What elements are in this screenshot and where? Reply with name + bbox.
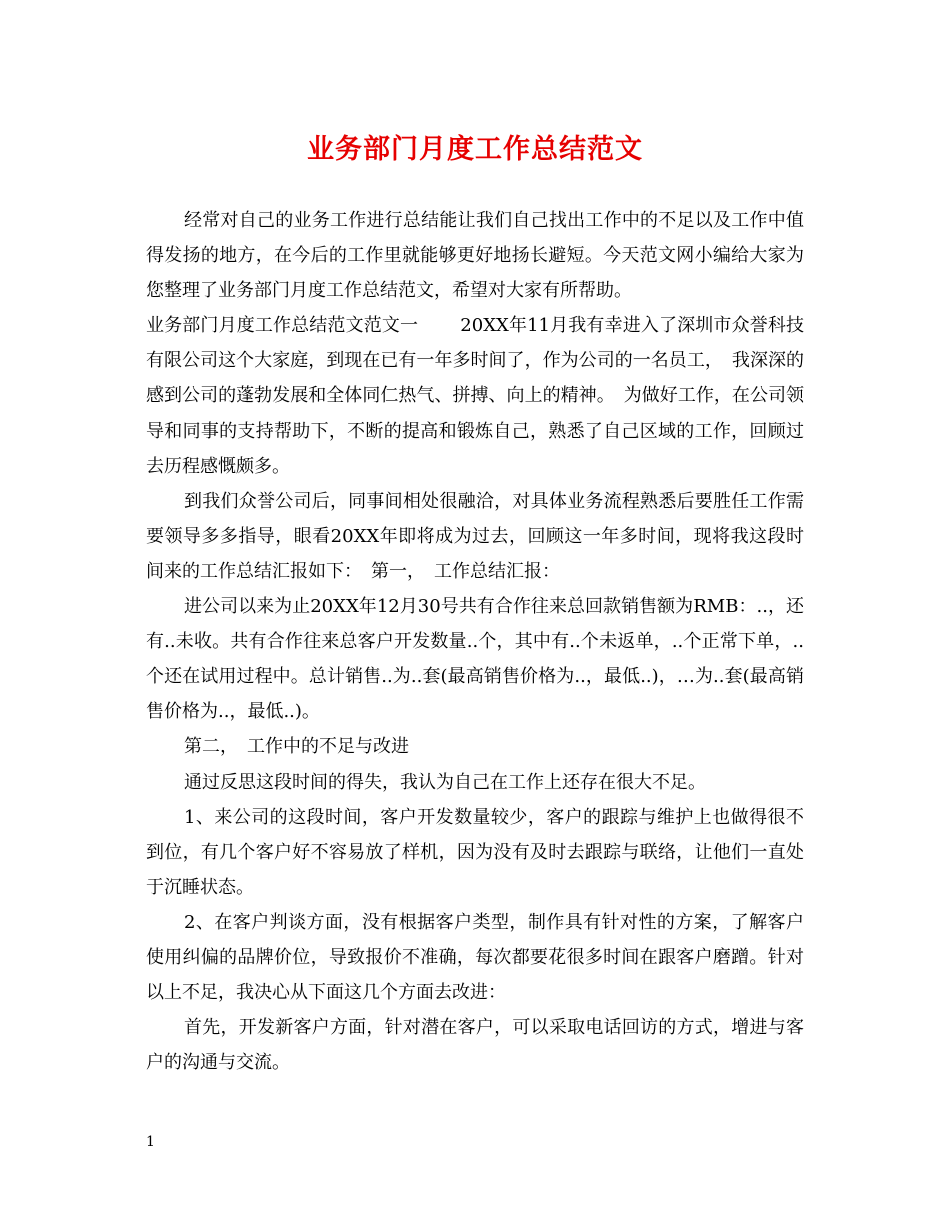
- page-number: 1: [146, 1134, 155, 1150]
- document-title: 业务部门月度工作总结范文: [307, 134, 643, 165]
- paragraph-sales-figures: 进公司以来为止20XX年12月30号共有合作往来总回款销售额为RMB：..，还有..未收。共有合作往来总客户开发数量..个，其中有..个未返单，..个正常下单，..个还在试用过程中。总计销售..为..套(最高销售价格为..，最低..)，…为..套(最高销售价格为..，最低..)。: [146, 596, 804, 723]
- paragraph-improvement-first: 首先，开发新客户方面，针对潜在客户，可以采取电话回访的方式，增进与客户的沟通与交流。: [146, 1017, 804, 1074]
- paragraph-shortcoming-two: 2、在客户判谈方面，没有根据客户类型，制作具有针对性的方案，了解客户使用纠偏的品牌价位，导致报价不准确，每次都要花很多时间在跟客户磨蹭。针对以上不足，我决心从下面这几个方面去改进：: [146, 911, 804, 1004]
- paragraph-summary-lead: 到我们众誉公司后，同事间相处很融洽，对具体业务流程熟悉后要胜任工作需要领导多多指导，眼看20XX年即将成为过去，回顾这一年多时间，现将我这段时间来的工作总结汇报如下： 第一， 工作总结汇报：: [146, 490, 804, 582]
- document-body: [146, 203, 804, 1080]
- paragraph-section-two-heading: 第二， 工作中的不足与改进: [184, 736, 409, 758]
- paragraph-article-one: 业务部门月度工作总结范文范文一 20XX年11月我有幸进入了深圳市众誉科技有限公司这个大家庭，到现在已有一年多时间了，作为公司的一名员工， 我深深的感到公司的蓬勃发展和全体同仁热气、拼搏、向上的精神。 为做好工作，在公司领导和同事的支持帮助下，不断的提高和锻炼自己，熟悉了自己区域的工作，回顾过去历程感慨颇多。: [146, 315, 804, 477]
- paragraph-intro: 经常对自己的业务工作进行总结能让我们自己找出工作中的不足以及工作中值得发扬的地方，在今后的工作里就能够更好地扬长避短。今天范文网小编给大家为您整理了业务部门月度工作总结范文，希望对大家有所帮助。: [146, 210, 804, 302]
- paragraph-shortcoming-one: 1、来公司的这段时间，客户开发数量较少，客户的跟踪与维护上也做得很不到位，有几个客户好不容易放了样机，因为没有及时去跟踪与联络，让他们一直处于沉睡状态。: [146, 806, 804, 898]
- paragraph-reflection: 通过反思这段时间的得失，我认为自己在工作上还存在很大不足。: [184, 771, 706, 793]
